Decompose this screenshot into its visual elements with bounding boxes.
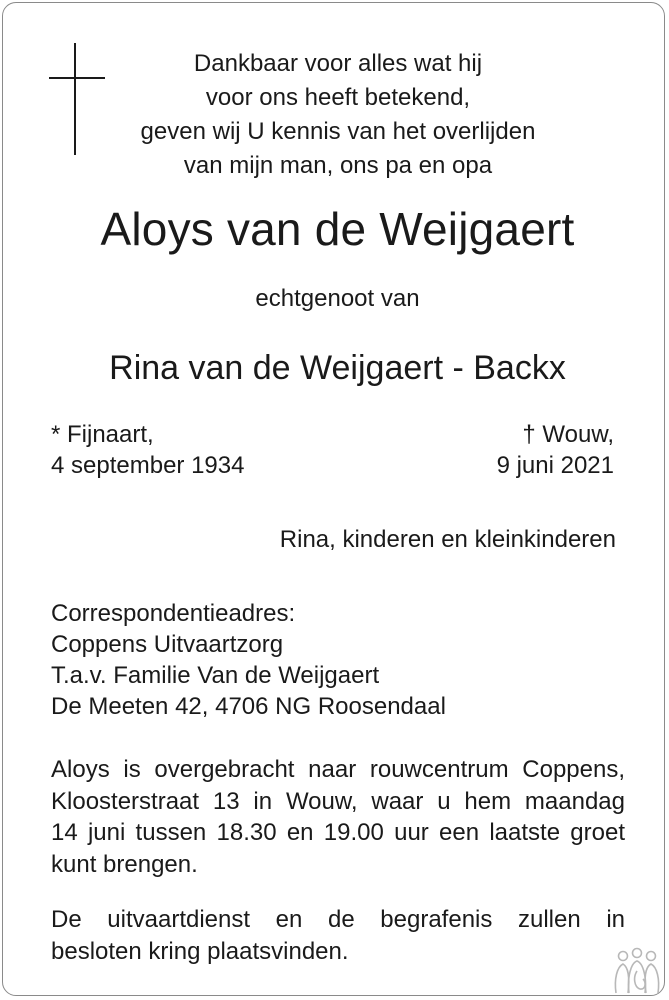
viewing-line: Kloosterstraat 13 in Wouw, waar u hem maandag [51, 787, 625, 815]
funeral-line: besloten kring plaatsvinden. [51, 937, 349, 965]
people-logo-icon [609, 947, 665, 995]
viewing-line: 14 juni tussen 18.30 en 19.00 uur een laatste groet [51, 819, 625, 846]
birth-date: 4 september 1934 [51, 452, 245, 479]
intro-line: voor ons heeft betekend, [205, 84, 471, 111]
funeral-paragraph [51, 904, 625, 967]
intro-line: geven wij U kennis van het overlijden [140, 118, 536, 145]
address-line: De Meeten 42, 4706 NG Roosendaal [51, 693, 446, 720]
spouse-name: Rina van de Weijgaert - Backx [109, 349, 566, 387]
deceased-name: Aloys van de Weijgaert [100, 203, 575, 255]
correspondence-address [51, 598, 446, 722]
intro-text [88, 47, 588, 183]
signed-by: Rina, kinderen en kleinkinderen [279, 526, 616, 553]
birth-place: * Fijnaart, [51, 421, 154, 448]
death-info [497, 419, 614, 481]
funeral-line: De uitvaartdienst en de begrafenis zullen in [51, 906, 625, 933]
address-line: T.a.v. Familie Van de Weijgaert [51, 662, 380, 689]
intro-line: van mijn man, ons pa en opa [183, 152, 493, 179]
viewing-line: kunt brengen. [51, 850, 198, 878]
viewing-line: Aloys is overgebracht naar rouwcentrum Coppens, [51, 756, 625, 783]
viewing-paragraph [51, 754, 625, 880]
spouse-label: echtgenoot van [255, 285, 420, 312]
birth-info [51, 419, 244, 481]
intro-line: Dankbaar voor alles wat hij [193, 50, 483, 77]
obituary-card [2, 2, 665, 996]
address-line: Coppens Uitvaartzorg [51, 631, 284, 658]
death-date: 9 juni 2021 [496, 452, 614, 479]
correspondence-heading: Correspondentieadres: [51, 600, 296, 627]
death-place: † Wouw, [522, 421, 614, 448]
